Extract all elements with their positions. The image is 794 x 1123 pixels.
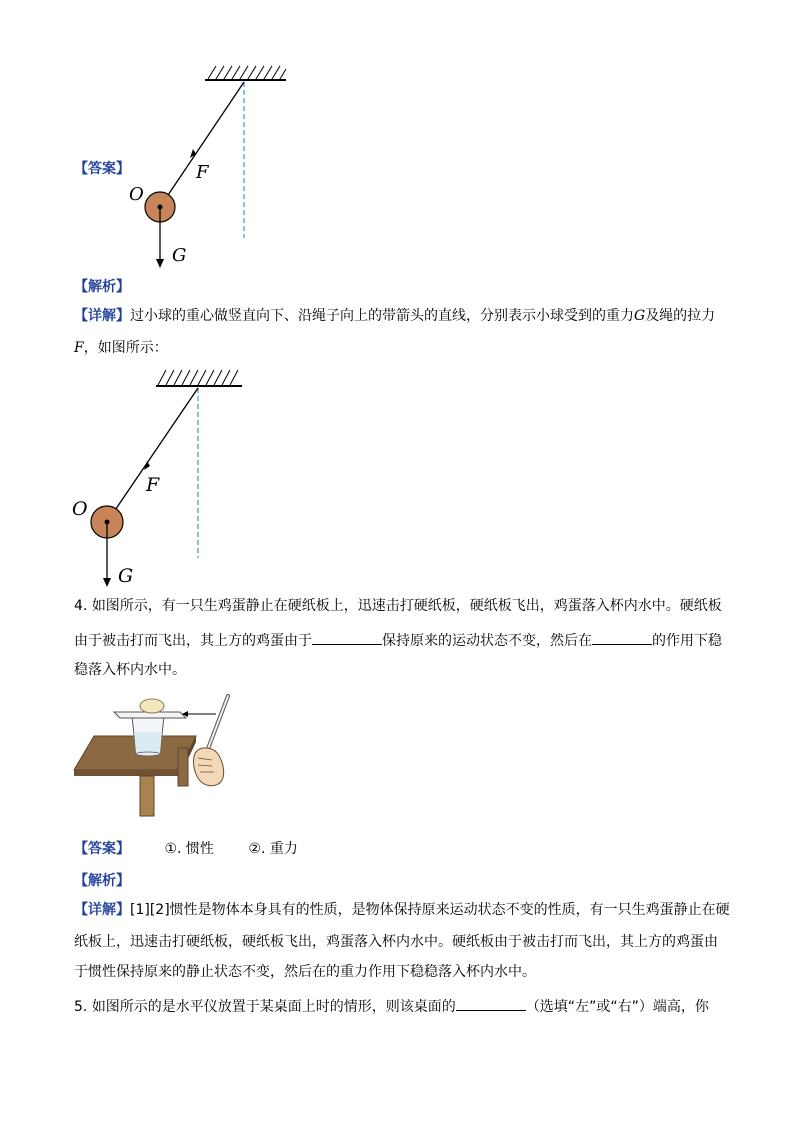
- q4-detail-line2: 纸板上，迅速击打硬纸板，硬纸板飞出，鸡蛋落入杯内水中。硬纸板由于被击打而飞出，其上方的鸡蛋由: [74, 934, 718, 950]
- detail-label-q3: 【详解】: [74, 308, 130, 324]
- detail-force-diagram: [70, 362, 260, 590]
- label-o: O: [129, 184, 144, 205]
- q4-answer-row: 【答案】 ①. 惯性 ②. 重力: [74, 841, 298, 857]
- label-g: G: [118, 565, 134, 587]
- analysis-label-q3: 【解析】: [74, 279, 130, 295]
- label-f: F: [196, 162, 209, 183]
- q4-detail-line3: 于惯性保持原来的静止状态不变，然后在的重力作用下稳稳落入杯内水中。: [74, 964, 536, 980]
- q4-blank-1[interactable]: [312, 630, 382, 645]
- label-f: F: [146, 474, 160, 496]
- answer-force-diagram: [120, 60, 310, 270]
- q4-line2: 由于被击打而飞出，其上方的鸡蛋由于 保持原来的运动状态不变，然后在 的作用下稳: [74, 630, 724, 649]
- label-o: O: [72, 498, 88, 520]
- q4-answer-1: ①. 惯性: [164, 841, 214, 857]
- label-g: G: [172, 245, 187, 266]
- q4-line3: 稳落入杯内水中。: [74, 662, 186, 678]
- analysis-label-q4: 【解析】: [74, 873, 130, 889]
- q4-detail-line1: 【详解】[1][2]惯性是物体本身具有的性质，是物体保持原来运动状态不变的性质，有一只生鸡蛋静止在硬: [74, 902, 730, 918]
- q5-line1: 5. 如图所示的是水平仪放置于某桌面上时的情形，则该桌面的 （选填“左”或“右”）端高，你: [74, 996, 724, 1015]
- q4-line1: 4. 如图所示，有一只生鸡蛋静止在硬纸板上，迅速击打硬纸板，硬纸板飞出，鸡蛋落入杯内水中。硬纸板: [74, 598, 722, 614]
- q4-blank-2[interactable]: [592, 630, 652, 645]
- answer-label-q3: 【答案】: [74, 161, 130, 177]
- q4-answer-2: ②. 重力: [248, 841, 298, 857]
- egg-cardboard-illustration: [72, 688, 232, 820]
- q3-detail-line1: 【详解】过小球的重心做竖直向下、沿绳子向上的带箭头的直线，分别表示小球受到的重力G及绳的拉力: [74, 308, 716, 324]
- q3-detail-line2: F，如图所示：: [74, 340, 168, 356]
- q5-blank-1[interactable]: [456, 996, 526, 1011]
